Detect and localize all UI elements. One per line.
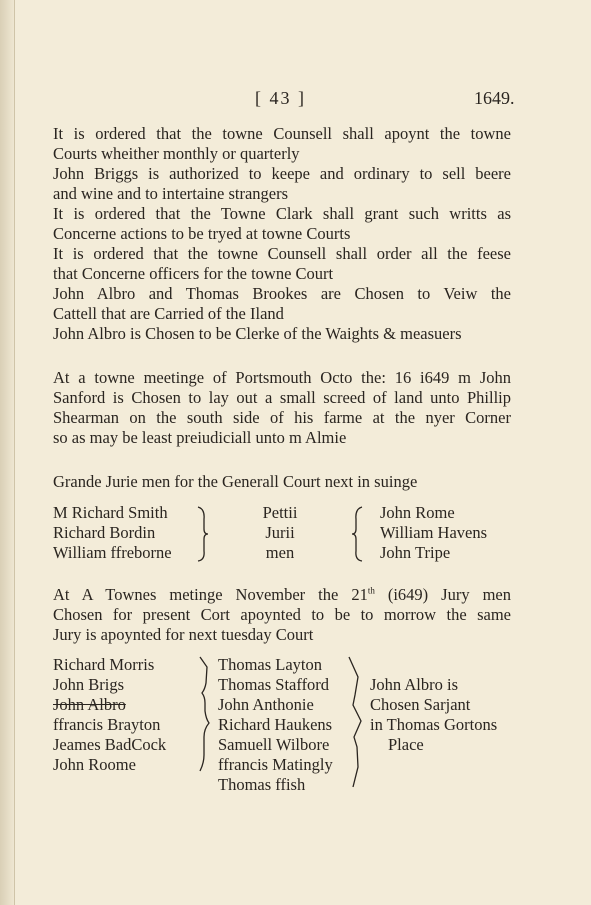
juror-name: William Havens xyxy=(380,523,488,542)
juror-name: Samuell Wilbore xyxy=(218,735,330,754)
juror-name: John Anthonie xyxy=(218,695,314,714)
sarjant-note xyxy=(370,675,497,755)
text-line xyxy=(53,585,511,605)
juror-name: Richard Bordin xyxy=(53,523,156,542)
juror-name: John Rome xyxy=(380,503,455,522)
superscript: th xyxy=(367,585,375,596)
juror-name: William ffreborne xyxy=(53,543,172,562)
juror-name: ffrancis Brayton xyxy=(53,715,161,734)
juror-name: Jeames BadCock xyxy=(53,735,167,754)
ordinances-paragraph xyxy=(53,124,511,344)
text-line: Chosen for present Cort apoynted to be to morrow the same xyxy=(53,605,511,624)
juror-name: Richard Haukens xyxy=(218,715,333,734)
juror-name: Thomas ffish xyxy=(218,775,306,794)
page-header xyxy=(0,88,591,112)
grand-jury-names-right xyxy=(380,503,487,563)
juror-name: M Richard Smith xyxy=(53,503,168,522)
juror-name: ffrancis Matingly xyxy=(218,755,333,774)
note-line: in Thomas Gortons xyxy=(370,715,498,734)
page-number: [ 43 ] xyxy=(255,88,306,108)
text-line: Courts wheither monthly or quarterly xyxy=(53,144,300,163)
right-brace-icon xyxy=(196,505,210,563)
middle-label-line: Pettii xyxy=(262,503,298,522)
text-line: Grande Jurie men for the Generall Court next in suinge xyxy=(53,472,418,491)
text-line: that Concerne officers for the towne Court xyxy=(53,264,334,283)
juror-name: John Brigs xyxy=(53,675,125,694)
text-line: At a towne meetinge of Portsmouth Octo the: 16 i649 m John xyxy=(53,368,511,387)
text-line: and wine and to intertaine strangers xyxy=(53,184,289,203)
text-line: Jury is apoynted for next tuesday Court xyxy=(53,625,314,644)
text-line: It is ordered that the towne Counsell shall order all the feese xyxy=(53,244,511,263)
page-year: 1649. xyxy=(474,88,515,108)
right-brace-icon xyxy=(346,655,368,790)
text-line: It is ordered that the towne Counsell shall apoynt the towne xyxy=(53,124,511,143)
text-fragment: At A Townes metinge November the 21 xyxy=(53,585,368,604)
grand-jury-middle-label xyxy=(250,503,310,563)
text-line: Concerne actions to be tryed at towne Courts xyxy=(53,224,351,243)
juror-name: Thomas Layton xyxy=(218,655,323,674)
note-line: Chosen Sarjant xyxy=(370,695,471,714)
juror-name: John Roome xyxy=(53,755,136,774)
middle-label-line: men xyxy=(265,543,295,562)
note-line: Place xyxy=(388,735,424,754)
middle-label-line: Jurii xyxy=(265,523,295,542)
left-brace-icon xyxy=(196,655,212,775)
text-line: Shearman on the south side of his farme at the nyer Corner xyxy=(53,408,511,427)
text-line: It is ordered that the Towne Clark shall grant such writts as xyxy=(53,204,511,223)
juror-name: Richard Morris xyxy=(53,655,155,674)
note-line: John Albro is xyxy=(370,675,459,694)
text-line: Cattell that are Carried of the Iland xyxy=(53,304,284,323)
jury-list-column-1 xyxy=(53,655,166,775)
page-binding-edge xyxy=(0,0,15,905)
jury-list-column-2 xyxy=(218,655,333,795)
text-fragment: (i649) Jury men xyxy=(374,585,511,604)
left-brace-icon xyxy=(350,505,364,563)
text-line: so as may be least preiudiciall unto m Almie xyxy=(53,428,347,447)
text-line: John Albro and Thomas Brookes are Chosen to Veiw the xyxy=(53,284,511,303)
juror-name-struck: John Albro xyxy=(53,695,126,714)
juror-name: John Tripe xyxy=(380,543,451,562)
town-meeting-paragraph xyxy=(53,368,511,448)
text-line: John Albro is Chosen to be Clerke of the Waights & measuers xyxy=(53,324,462,343)
juror-name: Thomas Stafford xyxy=(218,675,330,694)
text-line: Sanford is Chosen to lay out a small screed of land unto Phillip xyxy=(53,388,511,407)
grand-jury-heading xyxy=(53,472,511,492)
grand-jury-names-left xyxy=(53,503,172,563)
text-line: John Briggs is authorized to keepe and ordinary to sell beere xyxy=(53,164,511,183)
november-meeting-paragraph xyxy=(53,585,511,645)
